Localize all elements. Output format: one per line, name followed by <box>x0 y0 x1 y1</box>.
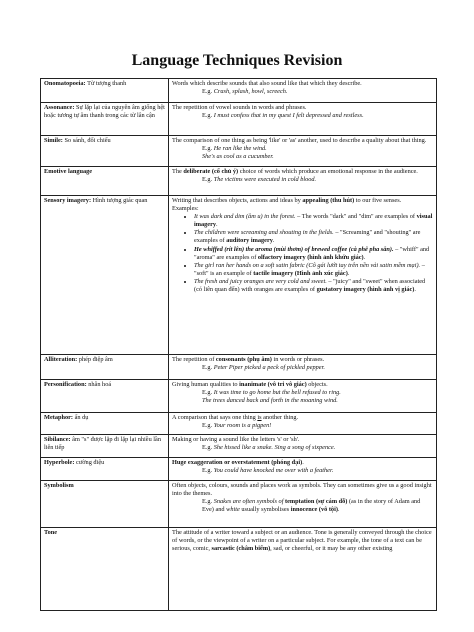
table-row <box>41 380 437 413</box>
example: E.g. She hissed like a snake. Sing a song of sixpence. <box>202 444 336 452</box>
term-label: Alliteration: <box>44 356 78 363</box>
table-row <box>41 481 437 528</box>
term-label: Simile: <box>44 137 63 144</box>
example: E.g. It was time to go home but the bell refused to ring. <box>202 389 341 397</box>
example: E.g. You could have knocked me over with a feather. <box>202 467 334 475</box>
example: E.g. Crash, splash, howl, screech. <box>202 88 288 96</box>
definition: Giving human qualities to inanimate (vô tri vô giác) objects. <box>172 381 328 388</box>
table-row <box>41 458 437 481</box>
definition: The repetition of vowel sounds in words and phrases. <box>172 104 307 111</box>
example: E.g. I must confess that in my quest I felt depressed and restless. <box>202 112 364 120</box>
example: E.g. Snakes are often symbols of temptation (sự cám dỗ) (as in the story of Adam and Eve) and white usually symbolises innocence (vô tội). <box>202 498 421 514</box>
example-2: She's as cool as a cucumber. <box>202 153 274 161</box>
example-2: The trees danced back and forth in the moaning wind. <box>202 397 338 405</box>
example: E.g. He ran like the wind. <box>202 145 267 153</box>
table-row <box>41 136 437 167</box>
term-translation: ẩn dụ <box>73 414 89 421</box>
definition: Words which describe sounds that also sound like that which they describe. <box>172 80 362 87</box>
term-translation: Sự lặp lại của nguyên âm giống hệt hoặc tương tự âm thanh trong các từ lân cận <box>44 104 165 120</box>
term-label: Metaphor: <box>44 414 74 421</box>
list-item: • The girl ran her hands on a soft satin fabric (Cô gái lướt tay trên nền vải satin mềm mại). – "soft" is an example of tactile imagery (Hình ảnh xúc giác). <box>194 262 433 278</box>
list-item: • The children were screaming and shouting in the fields. – "Screaming" and "shouting" are examples of auditory imagery. <box>194 229 433 245</box>
example: E.g. Your room is a pigpen! <box>202 422 272 430</box>
definition: The attitude of a writer toward a subject or an audience. Tone is generally conveyed through the choice of words, or the viewpoint of a writer on a particular subject. For example, the tone of a text can be serious, comic, sarcastic (châm biếm), sad, or cheerful, or it may be any other existing <box>172 529 432 553</box>
techniques-table <box>40 78 437 611</box>
table-row <box>41 196 437 355</box>
term-label: Onomatopoeia: <box>44 80 86 87</box>
term-label: Assonance: <box>44 104 75 111</box>
table-row <box>41 435 437 458</box>
definition: Huge exaggeration or overstatement (phóng đại). <box>172 459 304 466</box>
sensory-examples-list <box>172 213 433 294</box>
term-translation: cường điệu <box>74 459 105 466</box>
definition: Often objects, colours, sounds and places work as symbols. They can sometimes give us a good insight into the themes. <box>172 482 432 498</box>
definition: The deliberate (cố chủ ý) choice of words which produce an emotional response in the audience. <box>172 168 418 175</box>
definition: The repetition of consonants (phụ âm) in words or phrases. <box>172 356 325 363</box>
table-row <box>41 167 437 196</box>
list-item: • He whiffed (rít lên) the aroma (mùi thơm) of brewed coffee (cà phê pha sẵn). – "whiff" and "aroma" are examples of olfactory imagery (hình ảnh khứu giác). <box>194 246 433 262</box>
term-translation: Từ tượng thanh <box>85 80 127 87</box>
term-label: Personification: <box>44 381 87 388</box>
term-translation: nhân hoá <box>86 381 112 388</box>
definition: The comparison of one thing as being 'like' or 'as' another, used to describe a quality about that thing. <box>172 137 427 144</box>
definition: Making or having a sound like the letters 's' or 'sh'. <box>172 436 300 443</box>
term-translation: So sánh, đối chiếu <box>62 137 111 144</box>
table-row <box>41 528 437 611</box>
definition: A comparison that says one thing is another thing. <box>172 414 299 421</box>
term-label: Sibilance: <box>44 436 71 443</box>
example: E.g. The victims were executed in cold blood. <box>202 176 317 184</box>
term-label: Hyperbole: <box>44 459 75 466</box>
table-row <box>41 355 437 380</box>
term-label: Symbolism <box>44 482 74 489</box>
page-title: Language Techniques Revision <box>131 52 343 69</box>
table-row <box>41 413 437 435</box>
term-translation: phép điệp âm <box>77 356 113 363</box>
term-translation: Hình tượng giác quan <box>91 197 148 204</box>
term-translation: âm "s" được lặp đi lặp lại nhiều lần liên tiếp <box>44 436 161 452</box>
term-label: Emotive language <box>44 168 93 175</box>
table-row <box>41 79 437 103</box>
table-row <box>41 103 437 136</box>
term-label: Tone <box>44 529 58 536</box>
list-item: • It was dark and dim (âm u) in the forest. – The words "dark" and "dim" are examples of visual imagery. <box>194 213 433 229</box>
examples-label: Examples: <box>172 205 199 213</box>
definition: Writing that describes objects, actions and ideas by appealing (thu hút) to our five senses. <box>172 197 402 204</box>
term-label: Sensory imagery: <box>44 197 92 204</box>
example: E.g. Peter Piper picked a peck of pickled pepper. <box>202 364 325 372</box>
list-item: • The fresh and juicy oranges are very cold and sweet. – "juicy" and "sweet" when associated (có liên quan đến) with oranges are examples of gustatory imagery (hình ảnh vị giác). <box>194 278 433 294</box>
